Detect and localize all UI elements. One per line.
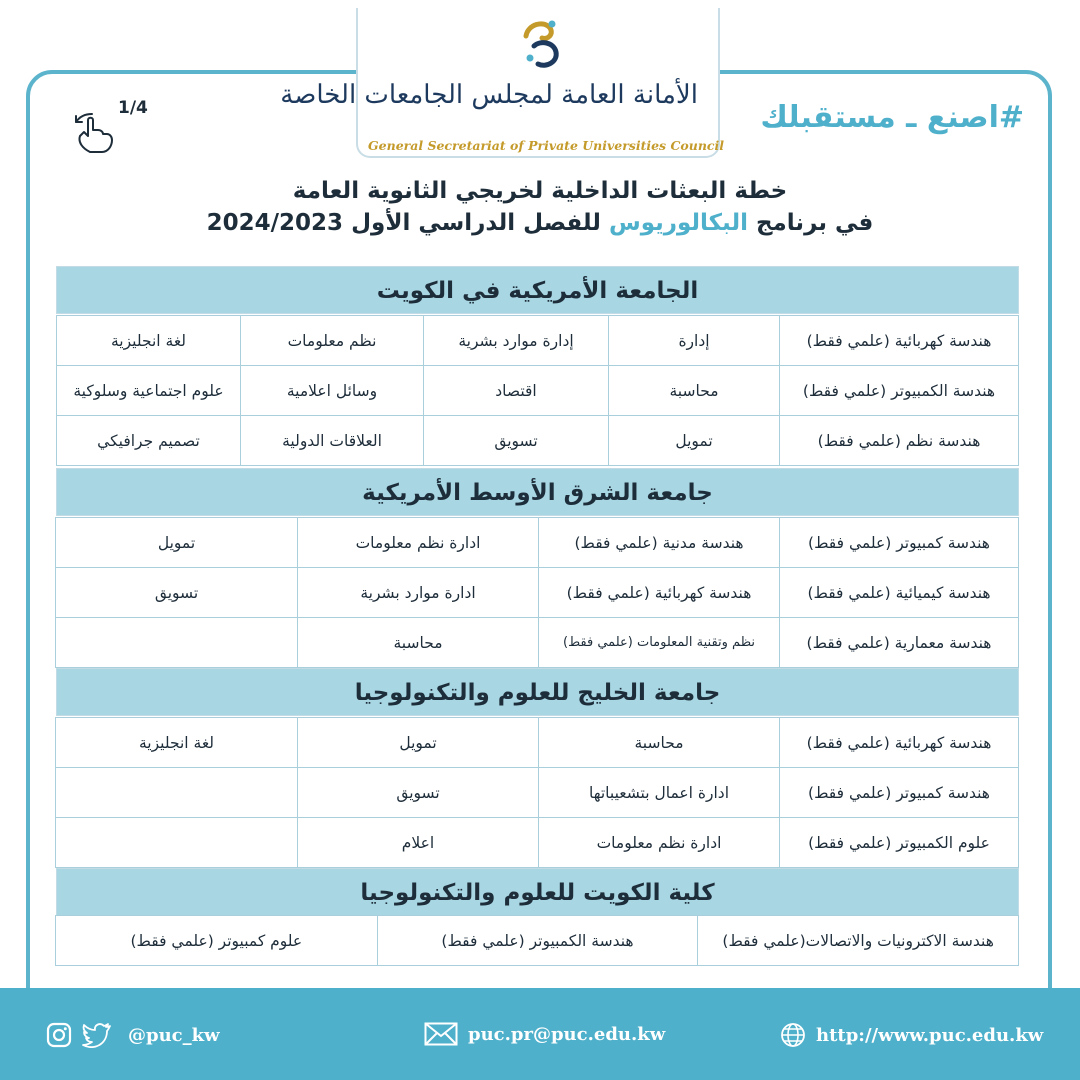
twitter-icon[interactable]	[82, 1022, 112, 1048]
table-cell: وسائل اعلامية	[240, 365, 424, 416]
footer-website[interactable]	[780, 1022, 1043, 1048]
table-cell: إدارة موارد بشرية	[423, 315, 609, 366]
table-cell: هندسة كيميائية (علمي فقط)	[779, 567, 1019, 618]
table-row	[56, 366, 1019, 416]
table-cell: هندسة كهربائية (علمي فقط)	[779, 717, 1019, 768]
instagram-icon[interactable]	[46, 1022, 72, 1048]
page-number: 1/4	[118, 98, 148, 118]
swipe-hand-icon	[72, 112, 118, 156]
logo-card	[280, 8, 725, 158]
title-line-2-suffix: للفصل الدراسي الأول 2024/2023	[206, 210, 601, 236]
table-cell: لغة انجليزية	[55, 717, 298, 768]
table-row	[56, 718, 1019, 768]
university-header-gust: جامعة الخليج للعلوم والتكنولوجيا	[56, 668, 1019, 716]
title-line-2	[0, 210, 1080, 236]
table-cell: ادارة اعمال بتشعيباتها	[538, 767, 780, 818]
university-header-kcst: كلية الكويت للعلوم والتكنولوجيا	[56, 868, 1019, 916]
table-row	[56, 618, 1019, 668]
table-row	[56, 768, 1019, 818]
table-cell: ادارة نظم معلومات	[538, 817, 780, 868]
title-line-1: خطة البعثات الداخلية لخريجي الثانوية العامة	[292, 178, 788, 204]
table-row	[56, 916, 1019, 966]
table-cell: تمويل	[55, 517, 298, 568]
table-cell: تمويل	[297, 717, 539, 768]
social-handle[interactable]: @puc_kw	[128, 1024, 220, 1046]
table-cell: هندسة نظم (علمي فقط)	[779, 415, 1019, 466]
logo-english-text: General Secretariat of Private Universities Council	[368, 138, 725, 153]
university-header-aum: جامعة الشرق الأوسط الأمريكية	[56, 468, 1019, 516]
table-row	[56, 818, 1019, 868]
title-line-2-prefix: في برنامج	[755, 210, 874, 236]
table-row	[56, 568, 1019, 618]
table-cell: تسويق	[55, 567, 298, 618]
email-address[interactable]: puc.pr@puc.edu.kw	[468, 1023, 666, 1045]
council-logo-icon	[520, 16, 564, 72]
table-cell: محاسبة	[608, 365, 780, 416]
table-cell: إدارة	[608, 315, 780, 366]
table-cell: علوم كمبيوتر (علمي فقط)	[55, 915, 378, 966]
table-cell: هندسة الكمبيوتر (علمي فقط)	[779, 365, 1019, 416]
table-cell: تسويق	[423, 415, 609, 466]
table-cell: لغة انجليزية	[56, 315, 241, 366]
table-cell: تسويق	[297, 767, 539, 818]
table-cell: محاسبة	[297, 617, 539, 668]
mail-icon	[424, 1022, 458, 1046]
table-cell: ادارة نظم معلومات	[297, 517, 539, 568]
table-cell: تصميم جرافيكي	[56, 415, 241, 466]
table-cell: العلاقات الدولية	[240, 415, 424, 466]
table-cell: هندسة الكمبيوتر (علمي فقط)	[377, 915, 699, 966]
table-cell: هندسة مدنية (علمي فقط)	[538, 517, 780, 568]
table-cell: اعلام	[297, 817, 539, 868]
table-cell: نظم وتقنية المعلومات (علمي فقط)	[538, 617, 780, 668]
logo-arabic-text: الأمانة العامة لمجلس الجامعات الخاصة	[280, 80, 698, 110]
table-cell: علوم اجتماعية وسلوكية	[56, 365, 241, 416]
table-cell: هندسة كهربائية (علمي فقط)	[779, 315, 1019, 366]
page-indicator[interactable]	[72, 98, 172, 158]
title-highlight: البكالوريوس	[608, 210, 748, 236]
table-cell	[55, 817, 298, 868]
table-cell: محاسبة	[538, 717, 780, 768]
university-header-auk: الجامعة الأمريكية في الكويت	[56, 266, 1019, 314]
table-cell: ادارة موارد بشرية	[297, 567, 539, 618]
footer-email[interactable]	[424, 1022, 665, 1046]
table-cell: هندسة كمبيوتر (علمي فقط)	[779, 517, 1019, 568]
table-cell: نظم معلومات	[240, 315, 424, 366]
table-row	[56, 316, 1019, 366]
table-row	[56, 416, 1019, 466]
globe-icon	[780, 1022, 806, 1048]
hashtag-text: #اصنع ـ مستقبلك	[760, 100, 1024, 135]
footer-social[interactable]	[46, 1022, 220, 1048]
table-cell	[55, 767, 298, 818]
table-cell	[55, 617, 298, 668]
table-row	[56, 518, 1019, 568]
table-cell: اقتصاد	[423, 365, 609, 416]
table-cell: تمويل	[608, 415, 780, 466]
website-url[interactable]: http://www.puc.edu.kw	[816, 1024, 1044, 1046]
footer-bar	[0, 988, 1080, 1080]
table-cell: هندسة معمارية (علمي فقط)	[779, 617, 1019, 668]
table-cell: هندسة كمبيوتر (علمي فقط)	[779, 767, 1019, 818]
table-cell: هندسة الاكترونيات والاتصالات(علمي فقط)	[697, 915, 1019, 966]
table-cell: علوم الكمبيوتر (علمي فقط)	[779, 817, 1019, 868]
table-cell: هندسة كهربائية (علمي فقط)	[538, 567, 780, 618]
